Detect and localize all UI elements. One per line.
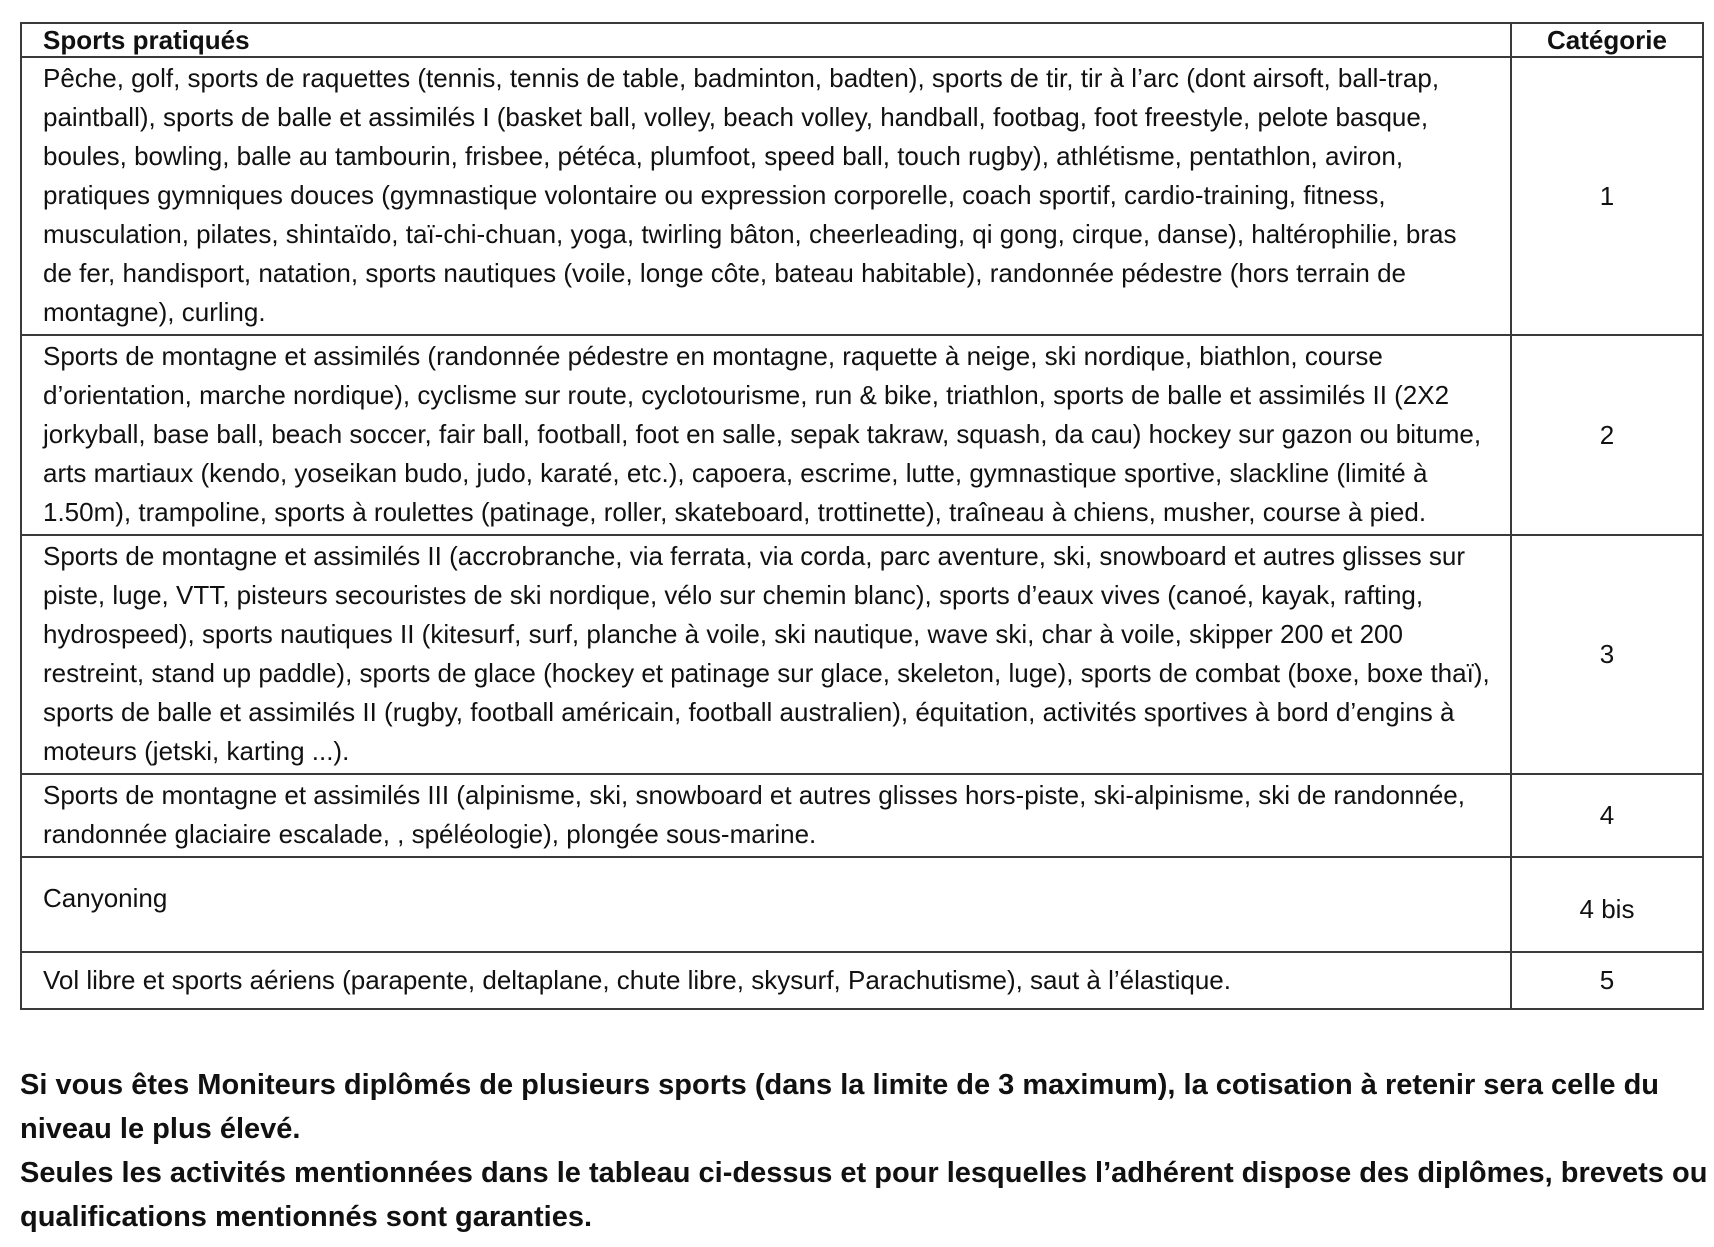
category-cell: 2 — [1511, 335, 1703, 535]
table-row — [21, 535, 1703, 774]
table-row — [21, 774, 1703, 857]
sports-cell: Pêche, golf, sports de raquettes (tennis, tennis de table, badminton, badten), sports de tir, tir à l’arc (dont airsoft, ball-trap, paintball), sports de balle et assimilés I (basket ball, volley, beach volley, handball, footbag, foot freestyle, pelote basque, boules, bowling, balle au tambourin, frisbee, pétéca, plumfoot, speed ball, touch rugby), athlétisme, pentathlon, aviron, pratiques gymniques douces (gymnastique volontaire ou expression corporelle, coach sportif, cardio-training, fitness, musculation, pilates, shintaïdo, taï-chi-chuan, yoga, twirling bâton, cheerleading, qi gong, cirque, danse), haltérophilie, bras de fer, handisport, natation, sports nautiques (voile, longe côte, bateau habitable), randonnée pédestre (hors terrain de montagne), curling. — [21, 57, 1511, 335]
header-sports: Sports pratiqués — [21, 23, 1511, 57]
table-row — [21, 335, 1703, 535]
header-category: Catégorie — [1511, 23, 1703, 57]
category-cell: 4 bis — [1511, 857, 1703, 952]
sports-cell: Vol libre et sports aériens (parapente, deltaplane, chute libre, skysurf, Parachutisme), saut à l’élastique. — [21, 952, 1511, 1009]
sports-category-table — [20, 22, 1704, 1010]
category-cell: 4 — [1511, 774, 1703, 857]
sports-cell: Sports de montagne et assimilés II (accrobranche, via ferrata, via corda, parc aventure, ski, snowboard et autres glisses sur piste, luge, VTT, pisteurs secouristes de ski nordique, vélo sur chemin blanc), sports d’eaux vives (canoé, kayak, rafting, hydrospeed), sports nautiques II (kitesurf, surf, planche à voile, ski nautique, wave ski, char à voile, skipper 200 et 200 restreint, stand up paddle), sports de glace (hockey et patinage sur glace, skeleton, luge), sports de combat (boxe, boxe thaï), sports de balle et assimilés II (rugby, football américain, football australien), équitation, activités sportives à bord d’engins à moteurs (jetski, karting ...). — [21, 535, 1511, 774]
table-row — [21, 857, 1703, 952]
category-cell: 3 — [1511, 535, 1703, 774]
note-multiple-sports: Si vous êtes Moniteurs diplômés de plusieurs sports (dans la limite de 3 maximum), la cotisation à retenir sera celle du niveau le plus élevé. — [20, 1069, 1659, 1145]
table-header-row — [21, 23, 1703, 57]
category-cell: 1 — [1511, 57, 1703, 335]
table-row — [21, 952, 1703, 1009]
table-row — [21, 57, 1703, 335]
sports-cell: Sports de montagne et assimilés III (alpinisme, ski, snowboard et autres glisses hors-piste, ski-alpinisme, ski de randonnée, randonnée glaciaire escalade, , spéléologie), plongée sous-marine. — [21, 774, 1511, 857]
sports-cell: Canyoning — [21, 857, 1511, 952]
category-cell: 5 — [1511, 952, 1703, 1009]
notes-block — [20, 1063, 1710, 1239]
sports-cell: Sports de montagne et assimilés (randonnée pédestre en montagne, raquette à neige, ski nordique, biathlon, course d’orientation, marche nordique), cyclisme sur route, cyclotourisme, run & bike, triathlon, sports de balle et assimilés II (2X2 jorkyball, base ball, beach soccer, fair ball, football, foot en salle, sepak takraw, squash, da cau) hockey sur gazon ou bitume, arts martiaux (kendo, yoseikan budo, judo, karaté, etc.), capoera, escrime, lutte, gymnastique sportive, slackline (limité à 1.50m), trampoline, sports à roulettes (patinage, roller, skateboard, trottinette), traîneau à chiens, musher, course à pied. — [21, 335, 1511, 535]
note-guarantee: Seules les activités mentionnées dans le tableau ci-dessus et pour lesquelles l’adhérent dispose des diplômes, brevets ou qualifications mentionnés sont garanties. — [20, 1157, 1708, 1233]
